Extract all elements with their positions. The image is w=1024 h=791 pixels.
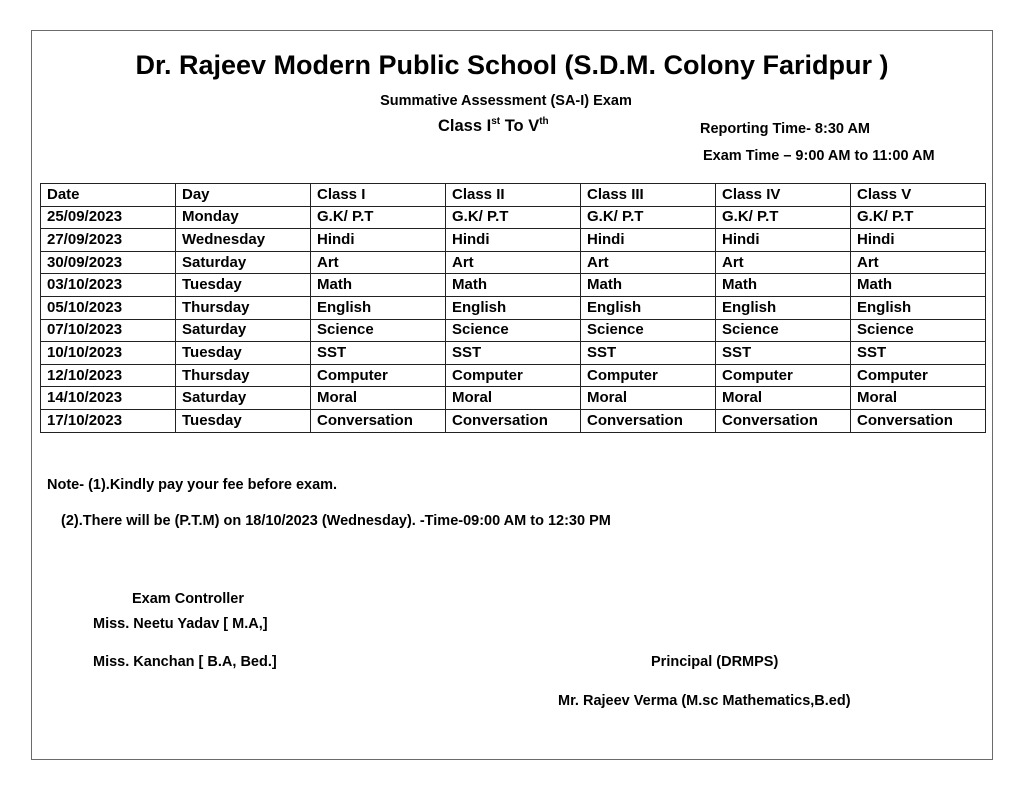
subject-cell: Art [311,251,446,274]
table-row [41,364,986,387]
subject-cell: Science [716,319,851,342]
subject-cell: Hindi [716,229,851,252]
subject-cell: Moral [581,387,716,410]
exam-controller-title: Exam Controller [132,591,244,607]
day-cell: Wednesday [176,229,311,252]
subject-cell: Math [311,274,446,297]
exam-schedule-table [40,183,986,433]
subject-cell: Math [716,274,851,297]
table-row [41,387,986,410]
date-cell: 10/10/2023 [41,342,176,365]
subject-cell: Math [851,274,986,297]
class-range [438,117,549,136]
subject-cell: Math [581,274,716,297]
column-header: Class III [581,184,716,207]
column-header: Date [41,184,176,207]
subject-cell: SST [581,342,716,365]
subject-cell: Art [851,251,986,274]
subject-cell: G.K/ P.T [311,206,446,229]
subject-cell: Conversation [446,409,581,432]
column-header: Class I [311,184,446,207]
subject-cell: Moral [311,387,446,410]
subject-cell: Art [716,251,851,274]
subject-cell: SST [716,342,851,365]
table-row [41,296,986,319]
day-cell: Tuesday [176,409,311,432]
subject-cell: G.K/ P.T [716,206,851,229]
table-row [41,229,986,252]
column-header: Class V [851,184,986,207]
subject-cell: Computer [581,364,716,387]
subject-cell: Hindi [311,229,446,252]
note-fee: Note- (1).Kindly pay your fee before exam. [47,477,338,493]
note-ptm: (2).There will be (P.T.M) on 18/10/2023 (Wednesday). -Time-09:00 AM to 12:30 PM [61,513,611,529]
column-header: Class II [446,184,581,207]
reporting-time: Reporting Time- 8:30 AM [700,121,870,137]
subject-cell: Hindi [581,229,716,252]
subject-cell: Conversation [851,409,986,432]
exam-controller-name-1: Miss. Neetu Yadav [ M.A,] [93,616,268,632]
table-body [41,206,986,432]
subject-cell: Hindi [851,229,986,252]
day-cell: Tuesday [176,342,311,365]
subject-cell: Math [446,274,581,297]
table-row [41,274,986,297]
subject-cell: G.K/ P.T [581,206,716,229]
table-row [41,319,986,342]
subject-cell: Computer [851,364,986,387]
day-cell: Thursday [176,296,311,319]
class-range-sup-last: th [539,116,549,127]
subject-cell: Moral [851,387,986,410]
subject-cell: English [851,296,986,319]
subject-cell: English [716,296,851,319]
table-row [41,206,986,229]
subject-cell: English [446,296,581,319]
subject-cell: Conversation [716,409,851,432]
subject-cell: Science [311,319,446,342]
subject-cell: G.K/ P.T [851,206,986,229]
date-cell: 25/09/2023 [41,206,176,229]
subject-cell: Conversation [581,409,716,432]
subject-cell: Computer [716,364,851,387]
subject-cell: English [311,296,446,319]
exam-controller-name-2: Miss. Kanchan [ B.A, Bed.] [93,654,277,670]
subject-cell: Conversation [311,409,446,432]
subject-cell: Moral [446,387,581,410]
principal-title: Principal (DRMPS) [651,654,779,670]
subject-cell: G.K/ P.T [446,206,581,229]
principal-name: Mr. Rajeev Verma (M.sc Mathematics,B.ed) [558,693,851,709]
date-cell: 03/10/2023 [41,274,176,297]
table-header-row [41,184,986,207]
date-cell: 17/10/2023 [41,409,176,432]
subject-cell: Hindi [446,229,581,252]
day-cell: Saturday [176,387,311,410]
date-cell: 12/10/2023 [41,364,176,387]
subject-cell: SST [851,342,986,365]
table-row [41,409,986,432]
class-range-sup-first: st [491,116,501,127]
column-header: Class IV [716,184,851,207]
subject-cell: Science [581,319,716,342]
subject-cell: Science [446,319,581,342]
subject-cell: SST [446,342,581,365]
subject-cell: SST [311,342,446,365]
exam-name: Summative Assessment (SA-I) Exam [380,93,632,109]
exam-time: Exam Time – 9:00 AM to 11:00 AM [703,148,935,164]
day-cell: Saturday [176,319,311,342]
column-header: Day [176,184,311,207]
date-cell: 14/10/2023 [41,387,176,410]
subject-cell: Computer [446,364,581,387]
date-cell: 27/09/2023 [41,229,176,252]
subject-cell: Art [581,251,716,274]
day-cell: Monday [176,206,311,229]
class-range-middle: To V [500,117,540,135]
day-cell: Thursday [176,364,311,387]
subject-cell: Computer [311,364,446,387]
date-cell: 30/09/2023 [41,251,176,274]
day-cell: Saturday [176,251,311,274]
date-cell: 07/10/2023 [41,319,176,342]
subject-cell: Science [851,319,986,342]
date-cell: 05/10/2023 [41,296,176,319]
school-name: Dr. Rajeev Modern Public School (S.D.M. Colony Faridpur ) [135,50,889,80]
day-cell: Tuesday [176,274,311,297]
subject-cell: English [581,296,716,319]
class-range-prefix: Class I [438,117,492,135]
subject-cell: Art [446,251,581,274]
subject-cell: Moral [716,387,851,410]
table-row [41,251,986,274]
table-row [41,342,986,365]
